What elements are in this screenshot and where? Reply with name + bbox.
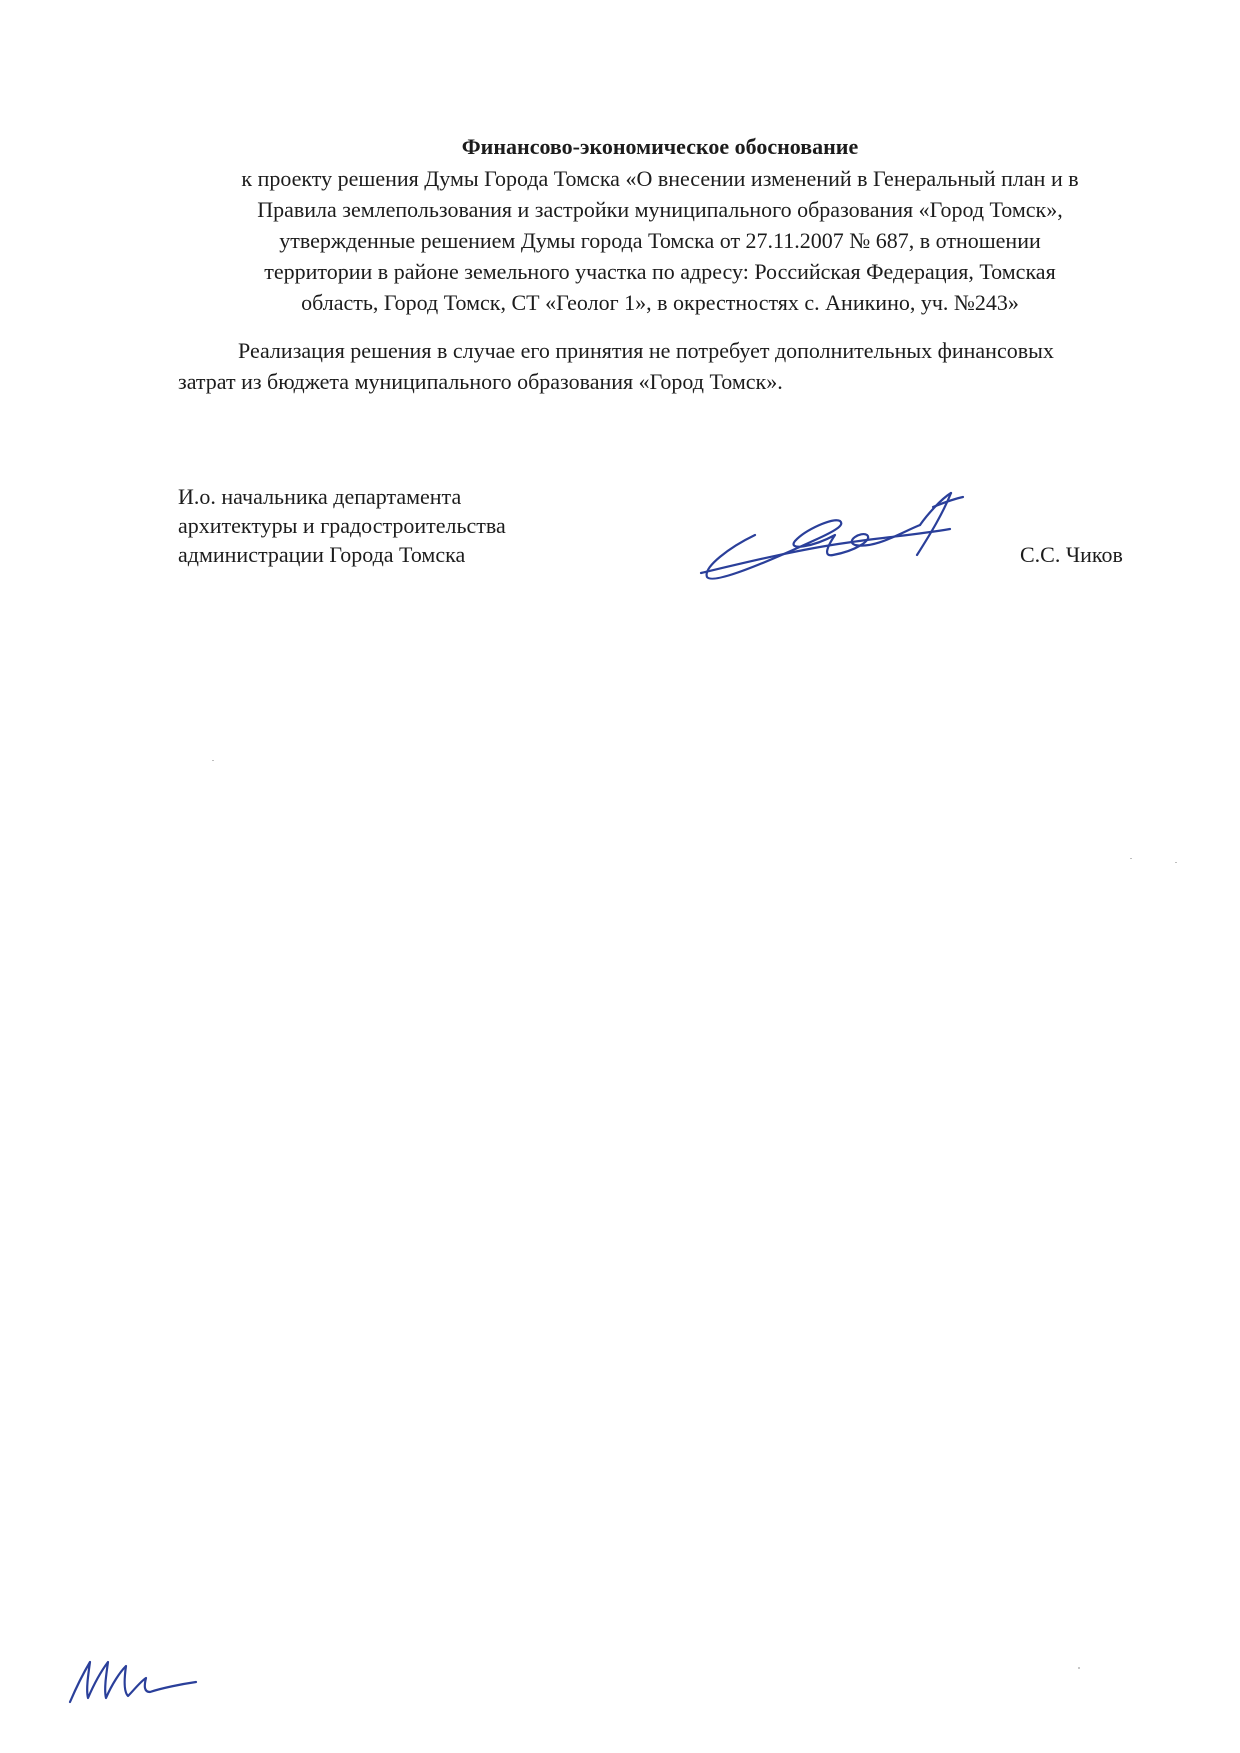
body-line: Реализация решения в случае его принятия не потребует дополнительных финансовых [238,338,1054,363]
position-line: И.о. начальника департамента [178,484,462,509]
subtitle-line: территории в районе земельного участка по адресу: Российская Федерация, Томская [264,259,1056,284]
subtitle-line: Правила землепользования и застройки муниципального образования «Город Томск», [257,197,1063,222]
subtitle-line: область, Город Томск, СТ «Геолог 1», в окрестностях с. Аникино, уч. №243» [301,290,1019,315]
initials-mark [62,1640,202,1710]
scan-speck [1078,1667,1080,1669]
subtitle-line: к проекту решения Думы Города Томска «О внесении изменений в Генеральный план и в [241,166,1079,191]
body-paragraph [178,335,1158,397]
signatory-name: С.С. Чиков [1020,542,1123,567]
signatory-position [178,482,506,569]
scan-speck [1175,862,1177,863]
handwritten-signature [695,485,985,585]
scan-speck [1130,858,1132,859]
subtitle-line: утвержденные решением Думы города Томска от 27.11.2007 № 687, в отношении [279,228,1041,253]
position-line: архитектуры и градостроительства [178,513,506,538]
position-line: администрации Города Томска [178,542,466,567]
body-line: затрат из бюджета муниципального образования «Город Томск». [178,369,783,394]
document-title: Финансово-экономическое обоснование [461,134,859,159]
scan-speck [212,760,214,761]
document-subtitle [165,163,1155,318]
